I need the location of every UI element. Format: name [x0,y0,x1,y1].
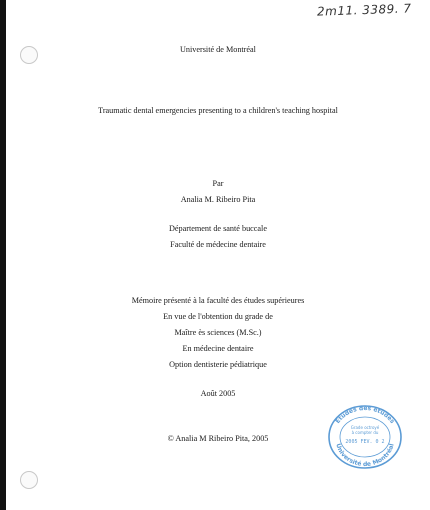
stamp-center-1: Grade octroyé [350,425,380,430]
handwritten-call-number: 2m11. 3389. 7 [317,1,413,19]
by-label: Par [212,179,224,188]
submission-date: Août 2005 [200,389,236,398]
thesis-title: Traumatic dental emergencies presenting to a children's teaching hospital [98,106,338,115]
stamp-bottom-text: Université de Montréal [334,442,396,469]
department-name: Département de santé buccale [169,224,267,233]
submission-line-4: En médecine dentaire [182,344,254,353]
submission-line-2: En vue de l'obtention du grade de [163,312,273,321]
submission-line-5: Option dentisterie pédiatrique [169,360,267,369]
stamp-top-text: Études des études [334,404,396,425]
university-stamp [326,402,404,470]
copyright-notice: © Analia M Ribeiro Pita, 2005 [167,434,269,443]
stamp-center-2: à compter du [351,430,379,435]
author-name: Analia M. Ribeiro Pita [180,195,256,204]
stamp-graphic [326,402,404,470]
submission-line-1: Mémoire présenté à la faculté des études supérieures [131,296,305,305]
stamp-date: 2005 FEV. 0 2 [345,439,385,445]
faculty-name: Faculté de médecine dentaire [170,240,266,249]
submission-line-3: Maître ès sciences (M.Sc.) [174,328,262,337]
university-name: Université de Montréal [180,45,256,54]
